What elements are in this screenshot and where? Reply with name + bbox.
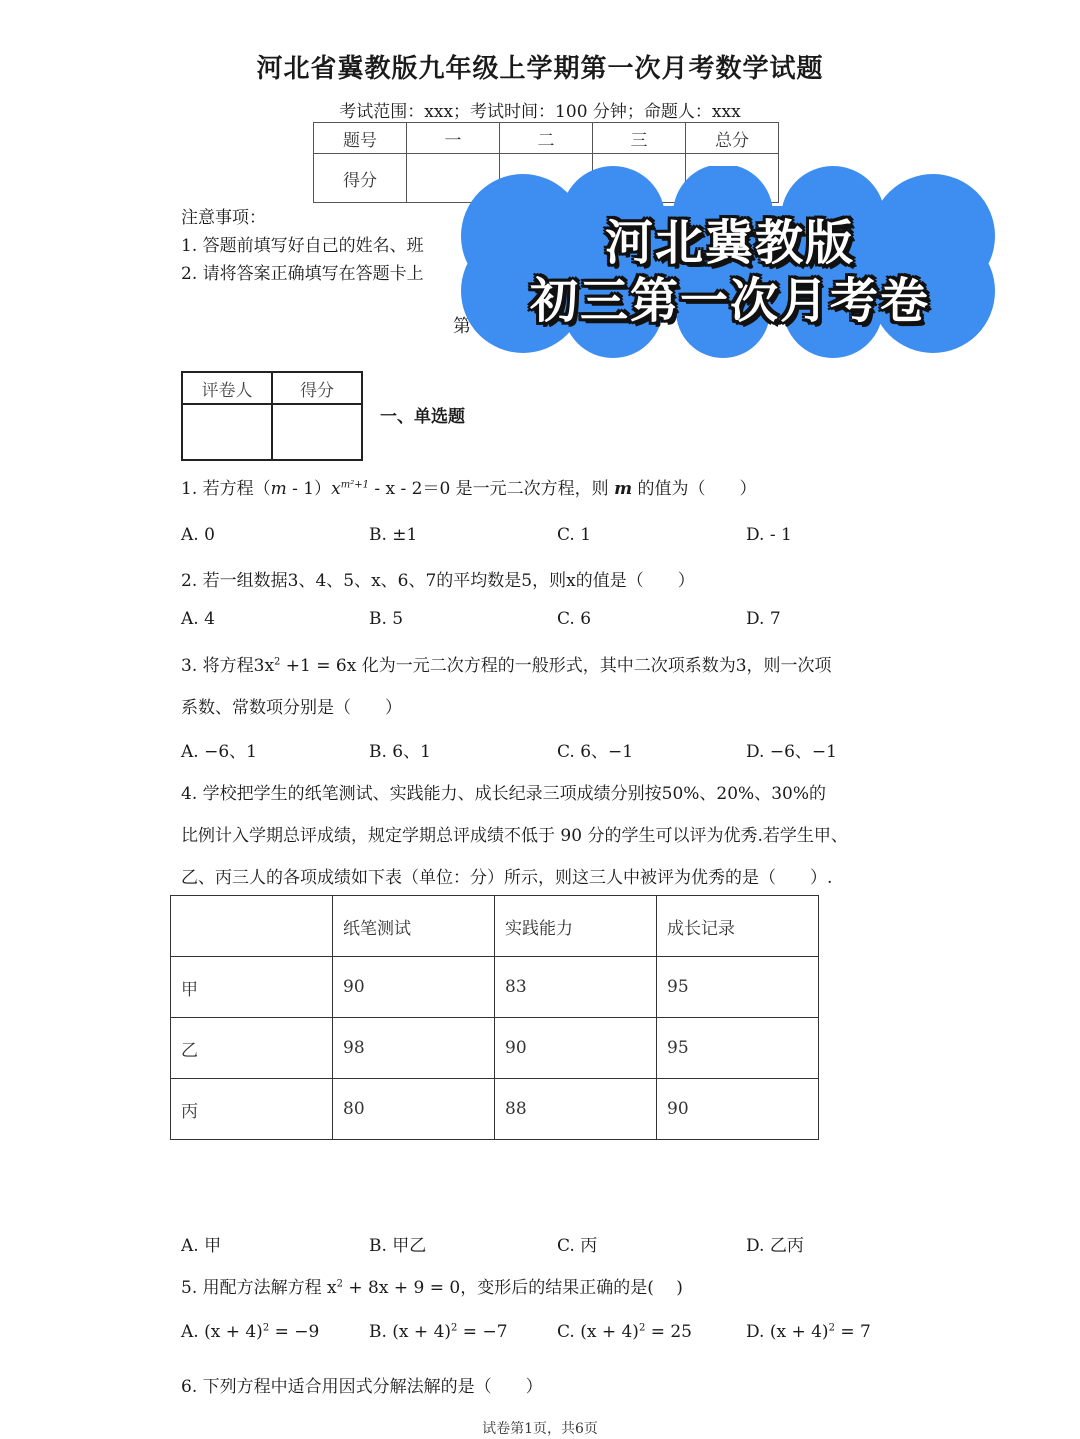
q1-option-a: A. 0 [181,525,215,545]
q4-option-c: C. 丙 [557,1236,598,1256]
grader-cell [272,404,362,460]
q5-opt-exp: 2 [451,1322,458,1334]
grader-cell [182,404,272,460]
q5-opt-text: = 25 [645,1322,692,1342]
exam-meta: 考试范围：xxx；考试时间：100 分钟；命题人：xxx [339,102,741,122]
grades-cell: 甲 [171,957,333,1018]
cover-title-line2: 初三第一次月考卷 [529,273,930,329]
q5-text: + 8x + 9 = 0，变形后的结果正确的是( ) [343,1278,683,1298]
section-title: 一、单选题 [380,407,465,427]
exam-title: 河北省冀教版九年级上学期第一次月考数学试题 [256,54,824,84]
q5-opt-text: A. (x + 4) [181,1322,263,1342]
grades-cell: 95 [657,1018,819,1079]
q3-option-b: B. 6、1 [369,742,431,762]
q5-opt-exp: 2 [638,1322,646,1334]
q1-var: x [331,479,341,499]
q3-text: +1 = 6x 化为一元二次方程的一般形式，其中二次项系数为3，则一次项 [280,656,832,676]
grades-cell: 丙 [171,1079,333,1140]
grades-table [170,895,819,1140]
question-1 [181,474,757,499]
question-2: 2. 若一组数据3、4、5、x、6、7的平均数是5，则x的值是（ ） [181,571,695,591]
score-header: 总分 [686,123,779,154]
table-row [171,957,819,1018]
grades-cell: 83 [495,957,657,1018]
q5-text: 5. 用配方法解方程 x [181,1278,337,1298]
grader-header: 得分 [272,372,362,404]
grades-cell: 95 [657,957,819,1018]
table-row [171,1018,819,1079]
partial-heading-char: 第 [453,316,471,337]
q1-exponent: m²+1 [340,479,369,491]
notes-heading: 注意事项： [181,208,266,228]
q1-option-c: C. 1 [557,525,592,545]
score-header: 三 [593,123,686,154]
q5-option-a [181,1322,319,1342]
q3-option-d: D. −6、−1 [746,742,837,762]
q3-text: 3. 将方程3x [181,656,275,676]
q1-text: 的值为（ ） [632,479,757,499]
grades-header: 纸笔测试 [333,896,495,957]
q5-opt-text: = −7 [457,1322,508,1342]
q4-option-b: B. 甲乙 [369,1236,427,1256]
grader-table [181,371,363,461]
q2-option-d: D. 7 [746,609,781,629]
q4-option-a: A. 甲 [181,1236,222,1256]
q5-opt-text: B. (x + 4) [369,1322,452,1342]
grades-cell: 90 [657,1079,819,1140]
q5-exponent: 2 [336,1278,343,1290]
notes [181,204,424,288]
question-4-line2: 比例计入学期总评成绩，规定学期总评成绩不低于 90 分的学生可以评为优秀.若学生甲、 [181,826,848,846]
q3-option-a: A. −6、1 [181,742,257,762]
notes-item: 2. 请将答案正确填写在答题卡上 [181,264,424,284]
notes-item: 1. 答题前填写好自己的姓名、班 [181,236,424,256]
question-6: 6. 下列方程中适合用因式分解法解的是（ ） [181,1377,543,1397]
q1-option-d: D. - 1 [746,525,792,545]
question-5 [181,1273,683,1298]
q5-opt-text: C. (x + 4) [557,1322,639,1342]
score-header: 题号 [314,123,407,154]
q1-text: 1. 若方程（ [181,479,271,499]
grader-header: 评卷人 [182,372,272,404]
grades-cell: 90 [495,1018,657,1079]
q1-option-b: B. ±1 [369,525,418,545]
grades-cell: 88 [495,1079,657,1140]
score-header: 二 [500,123,593,154]
q5-opt-text: = 7 [834,1322,871,1342]
page-footer: 试卷第1页，共6页 [482,1421,598,1437]
table-row [171,1079,819,1140]
q1-var: m [614,479,633,499]
question-4-line1: 4. 学校把学生的纸笔测试、实践能力、成长纪录三项成绩分别按50%、20%、30%的 [181,784,826,804]
q5-option-d [746,1322,871,1342]
q4-option-d: D. 乙丙 [746,1236,804,1256]
q3-option-c: C. 6、−1 [557,742,634,762]
q2-option-c: C. 6 [557,609,592,629]
grades-cell: 98 [333,1018,495,1079]
grades-header: 成长记录 [657,896,819,957]
grades-header [171,896,333,957]
q5-opt-exp: 2 [828,1322,835,1334]
q3-exponent: 2 [274,656,281,668]
q1-var: m [270,479,287,499]
score-header: 一 [407,123,500,154]
question-3 [181,651,832,676]
cover-title-line1: 河北冀教版 [604,215,855,271]
grades-cell: 乙 [171,1018,333,1079]
grades-cell: 90 [333,957,495,1018]
grades-header: 实践能力 [495,896,657,957]
score-row-label: 得分 [314,154,407,203]
question-4-line3: 乙、丙三人的各项成绩如下表（单位：分）所示，则这三人中被评为优秀的是（ ）. [181,868,833,888]
q1-text: - 1） [286,479,332,499]
q5-opt-text: D. (x + 4) [746,1322,829,1342]
q5-option-b [369,1322,508,1342]
q2-option-b: B. 5 [369,609,404,629]
question-3-line2: 系数、常数项分别是（ ） [181,698,402,718]
q1-text: - x - 2＝0 是一元二次方程，则 [368,479,615,499]
q5-opt-exp: 2 [262,1322,270,1334]
q5-opt-text: = −9 [269,1322,320,1342]
q2-option-a: A. 4 [181,609,215,629]
q5-option-c [557,1322,692,1342]
grades-cell: 80 [333,1079,495,1140]
